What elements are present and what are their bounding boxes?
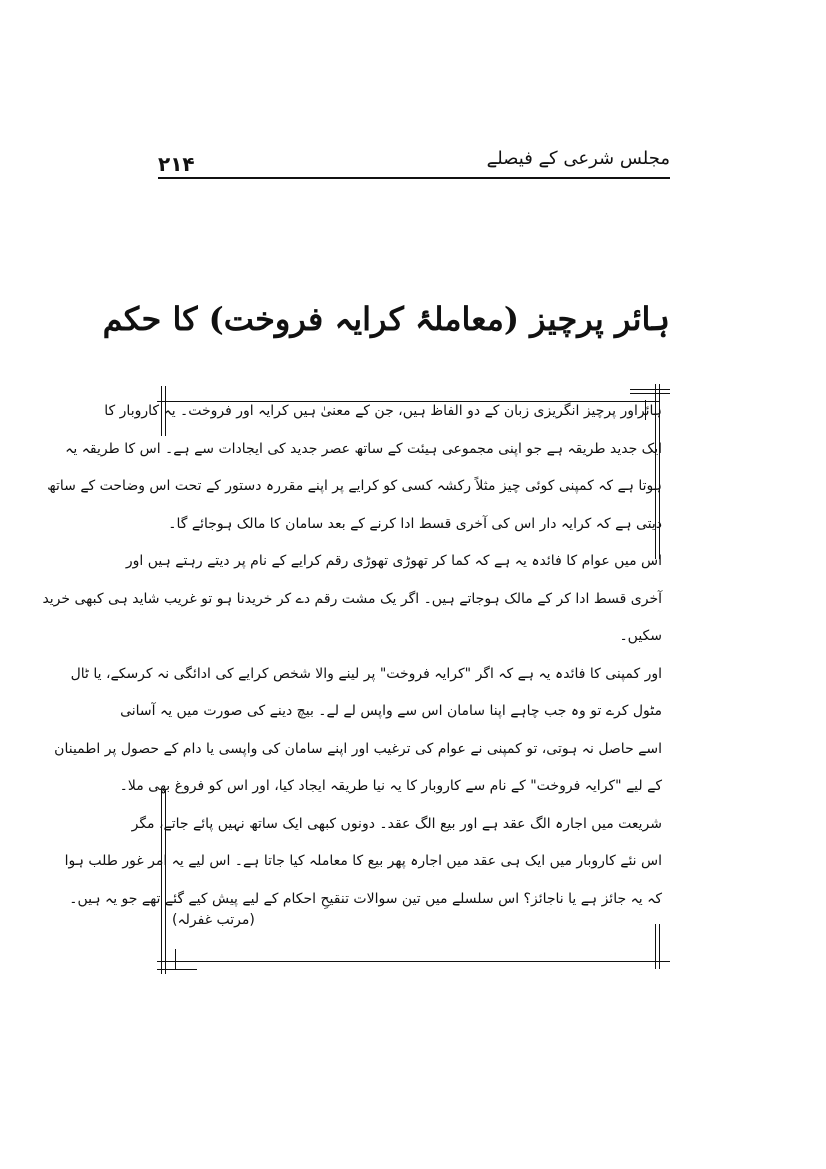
text-line: سکیں۔: [619, 628, 662, 644]
frame-line: [175, 949, 176, 969]
text-line: ہوتا ہے کہ کمپنی کوئی چیز مثلاً رکشہ کسی کو کرایے پر اپنے مقررہ دستور کے تحت اس وضاحت کے ساتھ: [47, 478, 662, 494]
book-title: مجلس شرعی کے فیصلے: [486, 148, 670, 169]
text-line: اور کمپنی کا فائدہ یہ ہے کہ اگر "کرایہ فروخت" پر لینے والا شخص کرایے کی ادائگی نہ کرسکے، یا ٹال: [70, 665, 662, 682]
frame-line: [656, 961, 670, 962]
frame-line: [630, 389, 670, 390]
running-header: [158, 148, 670, 182]
text-line: ایک جدید طریقہ ہے جو اپنی مجموعی ہیئت کے ساتھ عصر جدید کی ایجادات سے ہے۔ اس کا طریقہ یہ: [65, 440, 662, 457]
text-line: شریعت میں اجارہ الگ عقد ہے اور بیع الگ عقد۔ دونوں کبھی ایک ساتھ نہیں پائے جاتے، مگر: [131, 815, 662, 832]
text-line: آخری قسط ادا کر کے مالک ہوجاتے ہیں۔ اگر یک مشت رقم دے کر خریدنا ہو تو غریب شاید ہی کبھی خرید: [42, 590, 662, 607]
frame-line: [157, 969, 197, 970]
text-line: دیتی ہے کہ کرایہ دار اس کی آخری قسط ادا کرنے کے بعد سامان کا مالک ہوجائے گا۔: [168, 515, 662, 532]
page-number: ۲۱۴: [158, 152, 195, 176]
text-line: ہائراور پرچیز انگریزی زبان کے دو الفاظ ہیں، جن کے معنیٰ ہیں کرایہ اور فروخت۔ یہ کاروبار کا: [104, 403, 662, 419]
frame-line: [655, 924, 656, 969]
author-note: (مرتب غفرلہ): [172, 912, 255, 928]
text-line: اس میں عوام کا فائدہ یہ ہے کہ کما کر تھوڑی تھوڑی رقم کرایے کے نام پر دیتے رہتے ہیں اور: [125, 553, 662, 569]
text-line: مٹول کرے تو وہ جب چاہے اپنا سامان اس سے واپس لے لے۔ بیچ دینے کی صورت میں یہ آسانی: [120, 703, 662, 719]
text-line: کہ یہ جائز ہے یا ناجائز؟ اس سلسلے میں تین سوالات تنقیحِ احکام کے لیے پیش کیے گئے تھے جو یہ ہیں۔: [69, 890, 662, 907]
text-line: کے لیے "کرایہ فروخت" کے نام سے کاروبار کا یہ نیا طریقہ ایجاد کیا، اور اس کو فروغ بھی ملا۔: [119, 778, 662, 794]
frame-line: [659, 924, 660, 969]
text-line: اسے حاصل نہ ہوتی، تو کمپنی نے عوام کی ترغیب اور اپنے سامان کی واپسی یا دام کے حصول پر اطمینان: [54, 740, 662, 757]
body-text: [42, 393, 662, 918]
chapter-title: ہائر پرچیز (معاملۂ کرایہ فروخت) کا حکم: [102, 300, 670, 338]
text-line: اس نئے کاروبار میں ایک ہی عقد میں اجارہ پھر بیع کا معاملہ کیا جاتا ہے۔ اس لیے یہ امر غور طلب ہوا: [64, 853, 662, 869]
frame-line: [157, 961, 657, 962]
header-rule: [158, 177, 670, 179]
